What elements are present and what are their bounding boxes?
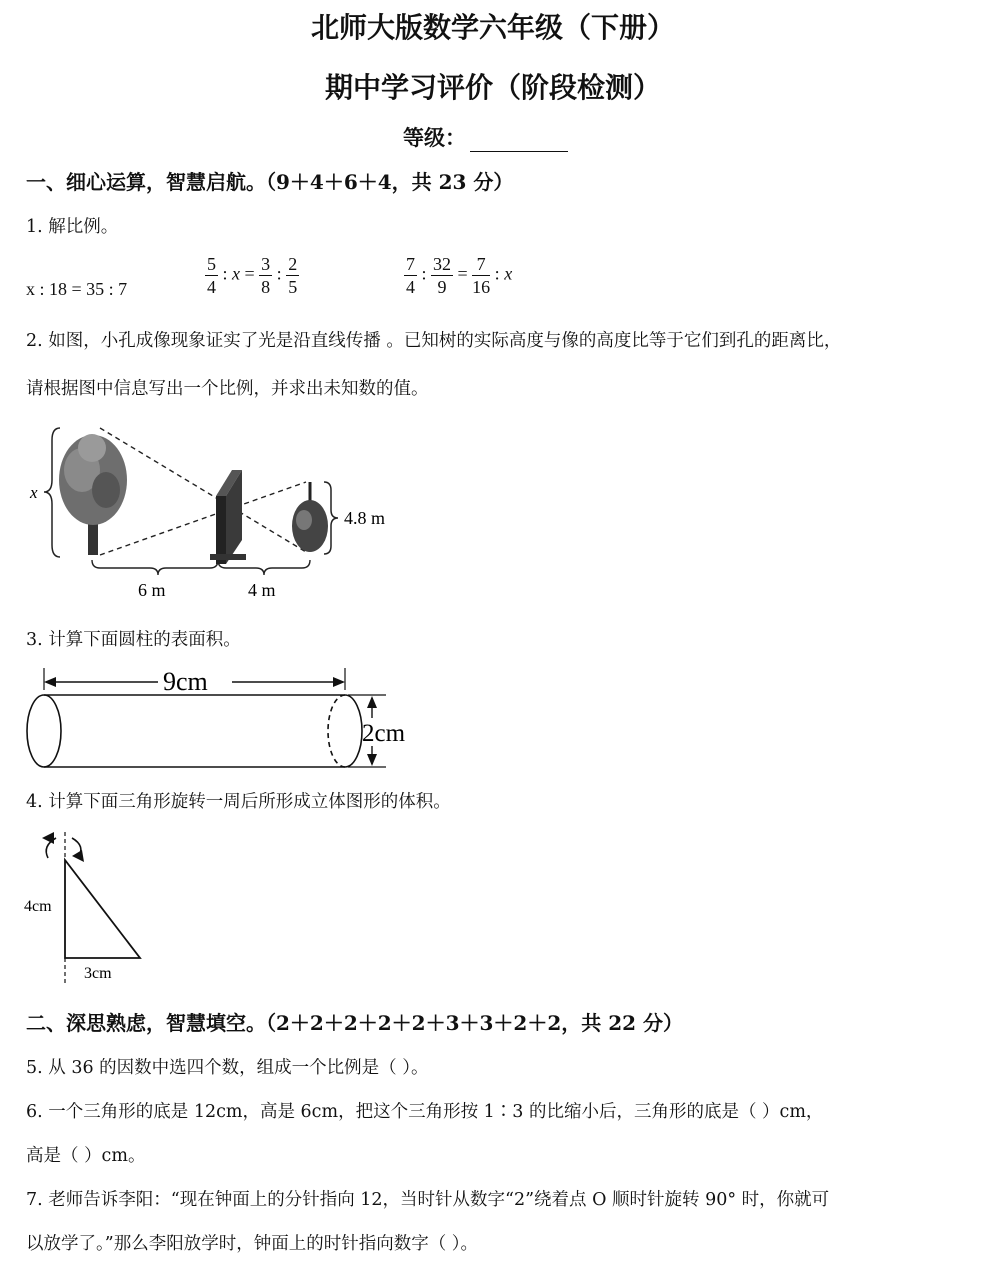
tree-icon [59, 434, 127, 555]
question-7-line-2: 以放学了。”那么李阳放学时，钟面上的时针指向数字（ ）。 [26, 1234, 479, 1254]
image-height-label: 4.8 m [344, 508, 386, 528]
question-1: 1. 解比例。 [26, 217, 119, 237]
height-brace-left [44, 428, 60, 557]
grade-label: 等级： [403, 125, 466, 150]
cylinder-length-label: 9cm [163, 667, 208, 696]
section-2-title: 二、深思熟虑，智慧填空。（2＋2＋2＋2＋2＋3＋3＋2＋2，共 22 分） [26, 1011, 684, 1035]
light-ray-top [100, 428, 306, 552]
grade-blank[interactable] [470, 133, 568, 152]
fraction: $\frac{32}{9}$ [433, 254, 452, 297]
triangle-base-label: 3cm [84, 965, 112, 982]
question-4: 4. 计算下面三角形旋转一周后所形成立体图形的体积。 [26, 792, 451, 812]
question-6-line-1: 6. 一个三角形的底是 12cm，高是 6cm，把这个三角形按 1∶3 的比缩小后，三角形的底是（ ）cm， [26, 1102, 824, 1122]
fraction: $\frac{2}{5}$ [288, 254, 298, 297]
cylinder-right-back [328, 695, 345, 767]
proportion-eq-2: $\frac{5}{4}$ : x = $\frac{3}{8}$ : $\frac{2}{5}$ [207, 254, 298, 297]
fraction: $\frac{7}{16}$ [472, 254, 491, 297]
document-subtitle: 期中学习评价（阶段检测） [324, 71, 661, 104]
cylinder-right-front [345, 695, 362, 767]
question-5: 5. 从 36 的因数中选四个数，组成一个比例是（ ）。 [26, 1058, 429, 1078]
right-triangle [65, 860, 140, 958]
question-2-line-1: 2. 如图，小孔成像现象证实了光是沿直线传播 。已知树的实际高度与像的高度比等于它们到孔的距离比， [26, 331, 842, 351]
light-ray-bottom [100, 482, 306, 555]
question-2-line-2: 请根据图中信息写出一个比例，并求出未知数的值。 [26, 379, 429, 399]
grade-field [403, 122, 568, 152]
question-3: 3. 计算下面圆柱的表面积。 [26, 630, 241, 650]
distance-right-label: 4 m [248, 580, 276, 600]
fraction: $\frac{7}{4}$ [406, 254, 415, 297]
distance-left-label: 6 m [138, 580, 166, 600]
distance-brace-left [92, 560, 218, 575]
distance-brace-right [218, 560, 310, 575]
fraction: $\frac{3}{8}$ [261, 254, 271, 297]
inverted-tree-image [292, 482, 328, 552]
proportion-eq-3: $\frac{7}{4}$ : $\frac{32}{9}$ = $\frac{7}{16}$ : x [406, 254, 513, 297]
cylinder-diameter-label: 2cm [362, 720, 406, 747]
cylinder-left-base [27, 695, 61, 767]
pinhole-board [210, 470, 246, 564]
question-6-line-2: 高是（ ）cm。 [26, 1146, 146, 1166]
triangle-height-label: 4cm [24, 898, 52, 915]
tree-height-label: x [30, 483, 38, 502]
document-title: 北师大版数学六年级（下册） [310, 11, 675, 44]
question-7-line-1: 7. 老师告诉李阳：“现在钟面上的分针指向 12，当时针从数字“2”绕着点 O 顺时针旋转 90° 时，你就可 [26, 1190, 830, 1210]
proportion-eq-1: x : 18 = 35 : 7 [26, 279, 128, 299]
section-1-title: 一、细心运算，智慧启航。（9＋4＋6＋4，共 23 分） [26, 170, 514, 194]
pinhole-camera-figure [20, 420, 420, 605]
triangle-rotation-figure [20, 828, 180, 988]
fraction: $\frac{5}{4}$ [207, 254, 216, 297]
cylinder-figure [20, 660, 430, 775]
